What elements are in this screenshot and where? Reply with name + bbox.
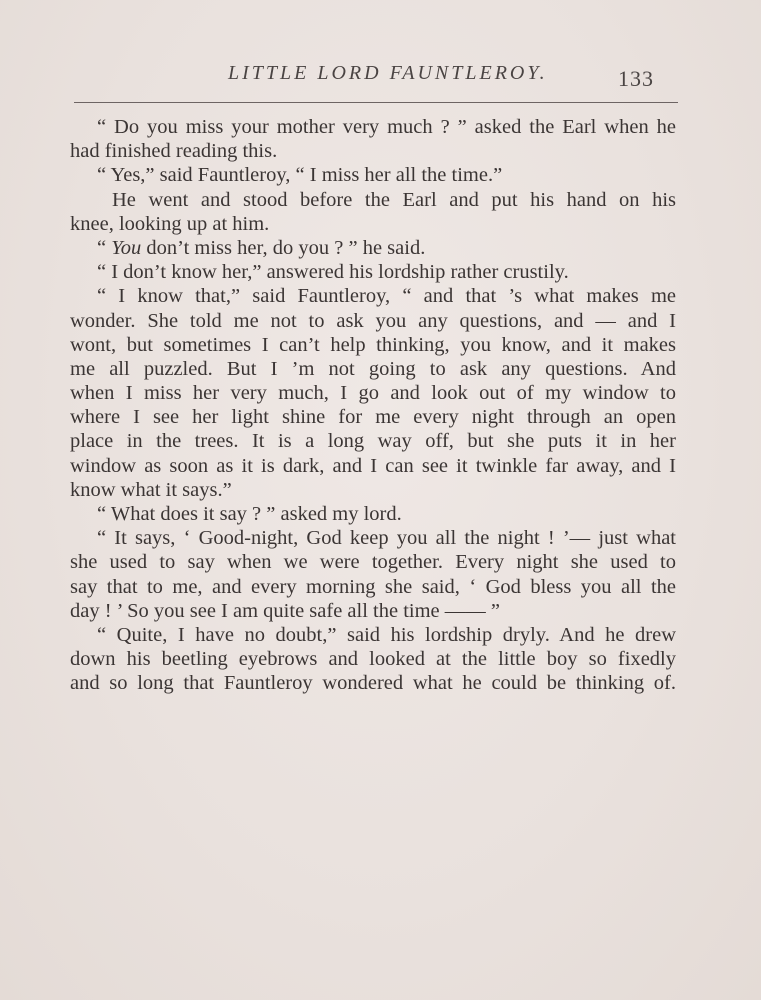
text-line: “ It says, ‘ Good-night, God keep you all the night ! ’— just what — [97, 527, 676, 550]
running-title: LITTLE LORD FAUNTLEROY. — [228, 62, 548, 84]
text-line: day ! ’ So you see I am quite safe all the time —— ” — [70, 599, 500, 622]
text-line — [70, 236, 676, 260]
text-line: where I see her light shine for me every night through an open — [70, 406, 676, 429]
text-line: when I miss her very much, I go and look out of my window to — [70, 382, 676, 405]
text-line: “ I don’t know her,” answered his lordship rather crustily. — [97, 261, 569, 284]
header-rule — [74, 102, 678, 103]
text-line: wont, but sometimes I can’t help thinking, you know, and it makes — [70, 333, 676, 356]
open-quote: “ — [97, 236, 112, 259]
text-line: “ What does it say ? ” asked my lord. — [97, 503, 402, 525]
text-line: He went and stood before the Earl and put his hand on his — [112, 188, 676, 211]
text-line: had finished reading this. — [70, 140, 278, 163]
text-line: and so long that Fauntleroy wondered what he could be thinking of. — [70, 672, 676, 695]
text-line: “ Do you miss your mother very much ? ” asked the Earl when he — [97, 116, 676, 138]
page-number: 133 — [618, 66, 654, 91]
text-line: she used to say when we were together. Every night she used to — [70, 551, 676, 574]
text-line: window as soon as it is dark, and I can see it twinkle far away, and I — [70, 454, 676, 477]
body-text — [70, 115, 676, 696]
text-line: know what it says.” — [70, 478, 232, 501]
text-line: me all puzzled. But I ’m not going to ask any questions. And — [70, 357, 676, 380]
text-line: “ Quite, I have no doubt,” said his lordship dryly. And he drew — [97, 623, 676, 646]
emphasis-word: You — [111, 236, 142, 259]
text-line: place in the trees. It is a long way off, but she puts it in her — [70, 430, 676, 453]
text-line: down his beetling eyebrows and looked at the little boy so fixedly — [70, 648, 676, 671]
text-line: knee, looking up at him. — [70, 212, 270, 235]
text-line-rest: don’t miss her, do you ? ” he said. — [141, 236, 426, 259]
text-line: “ Yes,” said Fauntleroy, “ I miss her all the time.” — [97, 164, 503, 187]
text-line: say that to me, and every morning she said, ‘ God bless you all the — [70, 575, 676, 598]
text-line: wonder. She told me not to ask you any questions, and — and I — [70, 309, 676, 332]
text-line: “ I know that,” said Fauntleroy, “ and that ’s what makes me — [97, 285, 676, 308]
